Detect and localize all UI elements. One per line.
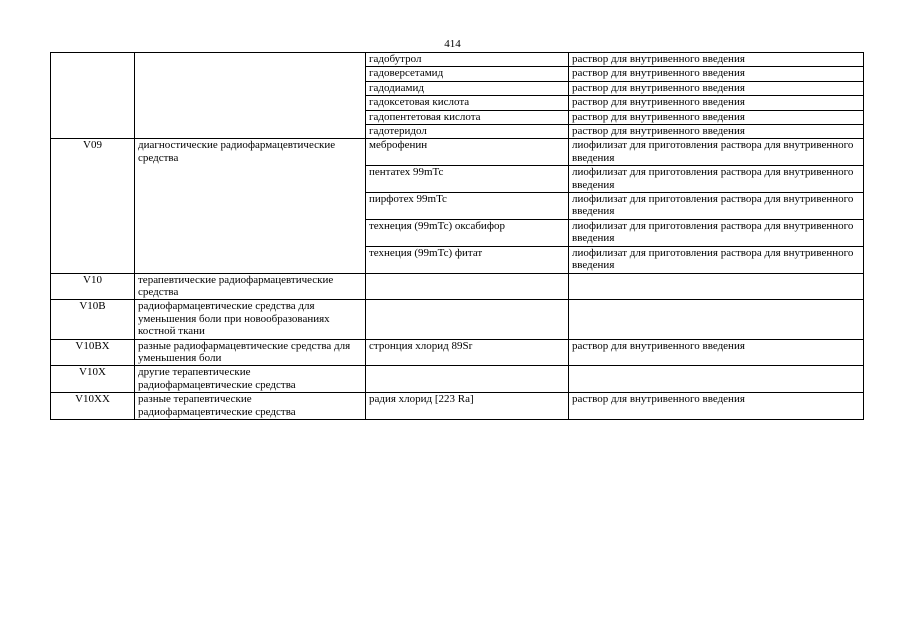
drug-name-cell: гадоверсетамид <box>366 67 569 81</box>
dosage-form-cell: раствор для внутривенного введения <box>569 339 864 366</box>
table-row <box>51 273 864 300</box>
drug-name-cell: технеция (99mTc) оксабифор <box>366 219 569 246</box>
drug-name-cell: гадоксетовая кислота <box>366 96 569 110</box>
dosage-form-cell: лиофилизат для приготовления раствора для внутривенного введения <box>569 139 864 166</box>
drug-name-cell <box>366 273 569 300</box>
table-row <box>51 339 864 366</box>
atc-group-cell: радиофармацевтические средства для уменьшения боли при новообразованиях костной ткани <box>135 300 366 339</box>
atc-code-cell: V10BX <box>51 339 135 366</box>
dosage-form-cell: лиофилизат для приготовления раствора для внутривенного введения <box>569 246 864 273</box>
dosage-form-cell <box>569 273 864 300</box>
dosage-form-cell: раствор для внутривенного введения <box>569 110 864 124</box>
dosage-form-cell: раствор для внутривенного введения <box>569 393 864 420</box>
page-number: 414 <box>444 38 461 50</box>
atc-code-cell: V10XX <box>51 393 135 420</box>
table-row <box>51 393 864 420</box>
atc-group-cell: терапевтические радиофармацевтические средства <box>135 273 366 300</box>
drug-name-cell: радия хлорид [223 Ra] <box>366 393 569 420</box>
drug-classification-table <box>50 52 864 420</box>
dosage-form-cell: раствор для внутривенного введения <box>569 81 864 95</box>
dosage-form-cell: лиофилизат для приготовления раствора для внутривенного введения <box>569 193 864 220</box>
drug-name-cell: пентатех 99mTc <box>366 166 569 193</box>
table-row <box>51 366 864 393</box>
table-row <box>51 139 864 166</box>
dosage-form-cell: раствор для внутривенного введения <box>569 96 864 110</box>
atc-code-cell: V10B <box>51 300 135 339</box>
table-row <box>51 53 864 67</box>
dosage-form-cell: раствор для внутривенного введения <box>569 53 864 67</box>
drug-name-cell <box>366 366 569 393</box>
drug-name-cell: гадопентетовая кислота <box>366 110 569 124</box>
atc-code-cell: V09 <box>51 139 135 273</box>
drug-name-cell: стронция хлорид 89Sr <box>366 339 569 366</box>
dosage-form-cell: раствор для внутривенного введения <box>569 67 864 81</box>
dosage-form-cell: лиофилизат для приготовления раствора для внутривенного введения <box>569 166 864 193</box>
drug-name-cell <box>366 300 569 339</box>
atc-code-cell <box>51 53 135 139</box>
atc-group-cell: разные радиофармацевтические средства для уменьшения боли <box>135 339 366 366</box>
atc-code-cell: V10 <box>51 273 135 300</box>
drug-name-cell: меброфенин <box>366 139 569 166</box>
atc-group-cell: диагностические радиофармацевтические средства <box>135 139 366 273</box>
atc-group-cell: другие терапевтические радиофармацевтические средства <box>135 366 366 393</box>
atc-group-cell <box>135 53 366 139</box>
drug-name-cell: гадобутрол <box>366 53 569 67</box>
dosage-form-cell: лиофилизат для приготовления раствора для внутривенного введения <box>569 219 864 246</box>
atc-code-cell: V10X <box>51 366 135 393</box>
drug-name-cell: гадотеридол <box>366 125 569 139</box>
drug-name-cell: технеция (99mTc) фитат <box>366 246 569 273</box>
table-row <box>51 300 864 339</box>
atc-group-cell: разные терапевтические радиофармацевтические средства <box>135 393 366 420</box>
drug-name-cell: гадодиамид <box>366 81 569 95</box>
dosage-form-cell: раствор для внутривенного введения <box>569 125 864 139</box>
dosage-form-cell <box>569 366 864 393</box>
dosage-form-cell <box>569 300 864 339</box>
drug-name-cell: пирфотех 99mTc <box>366 193 569 220</box>
